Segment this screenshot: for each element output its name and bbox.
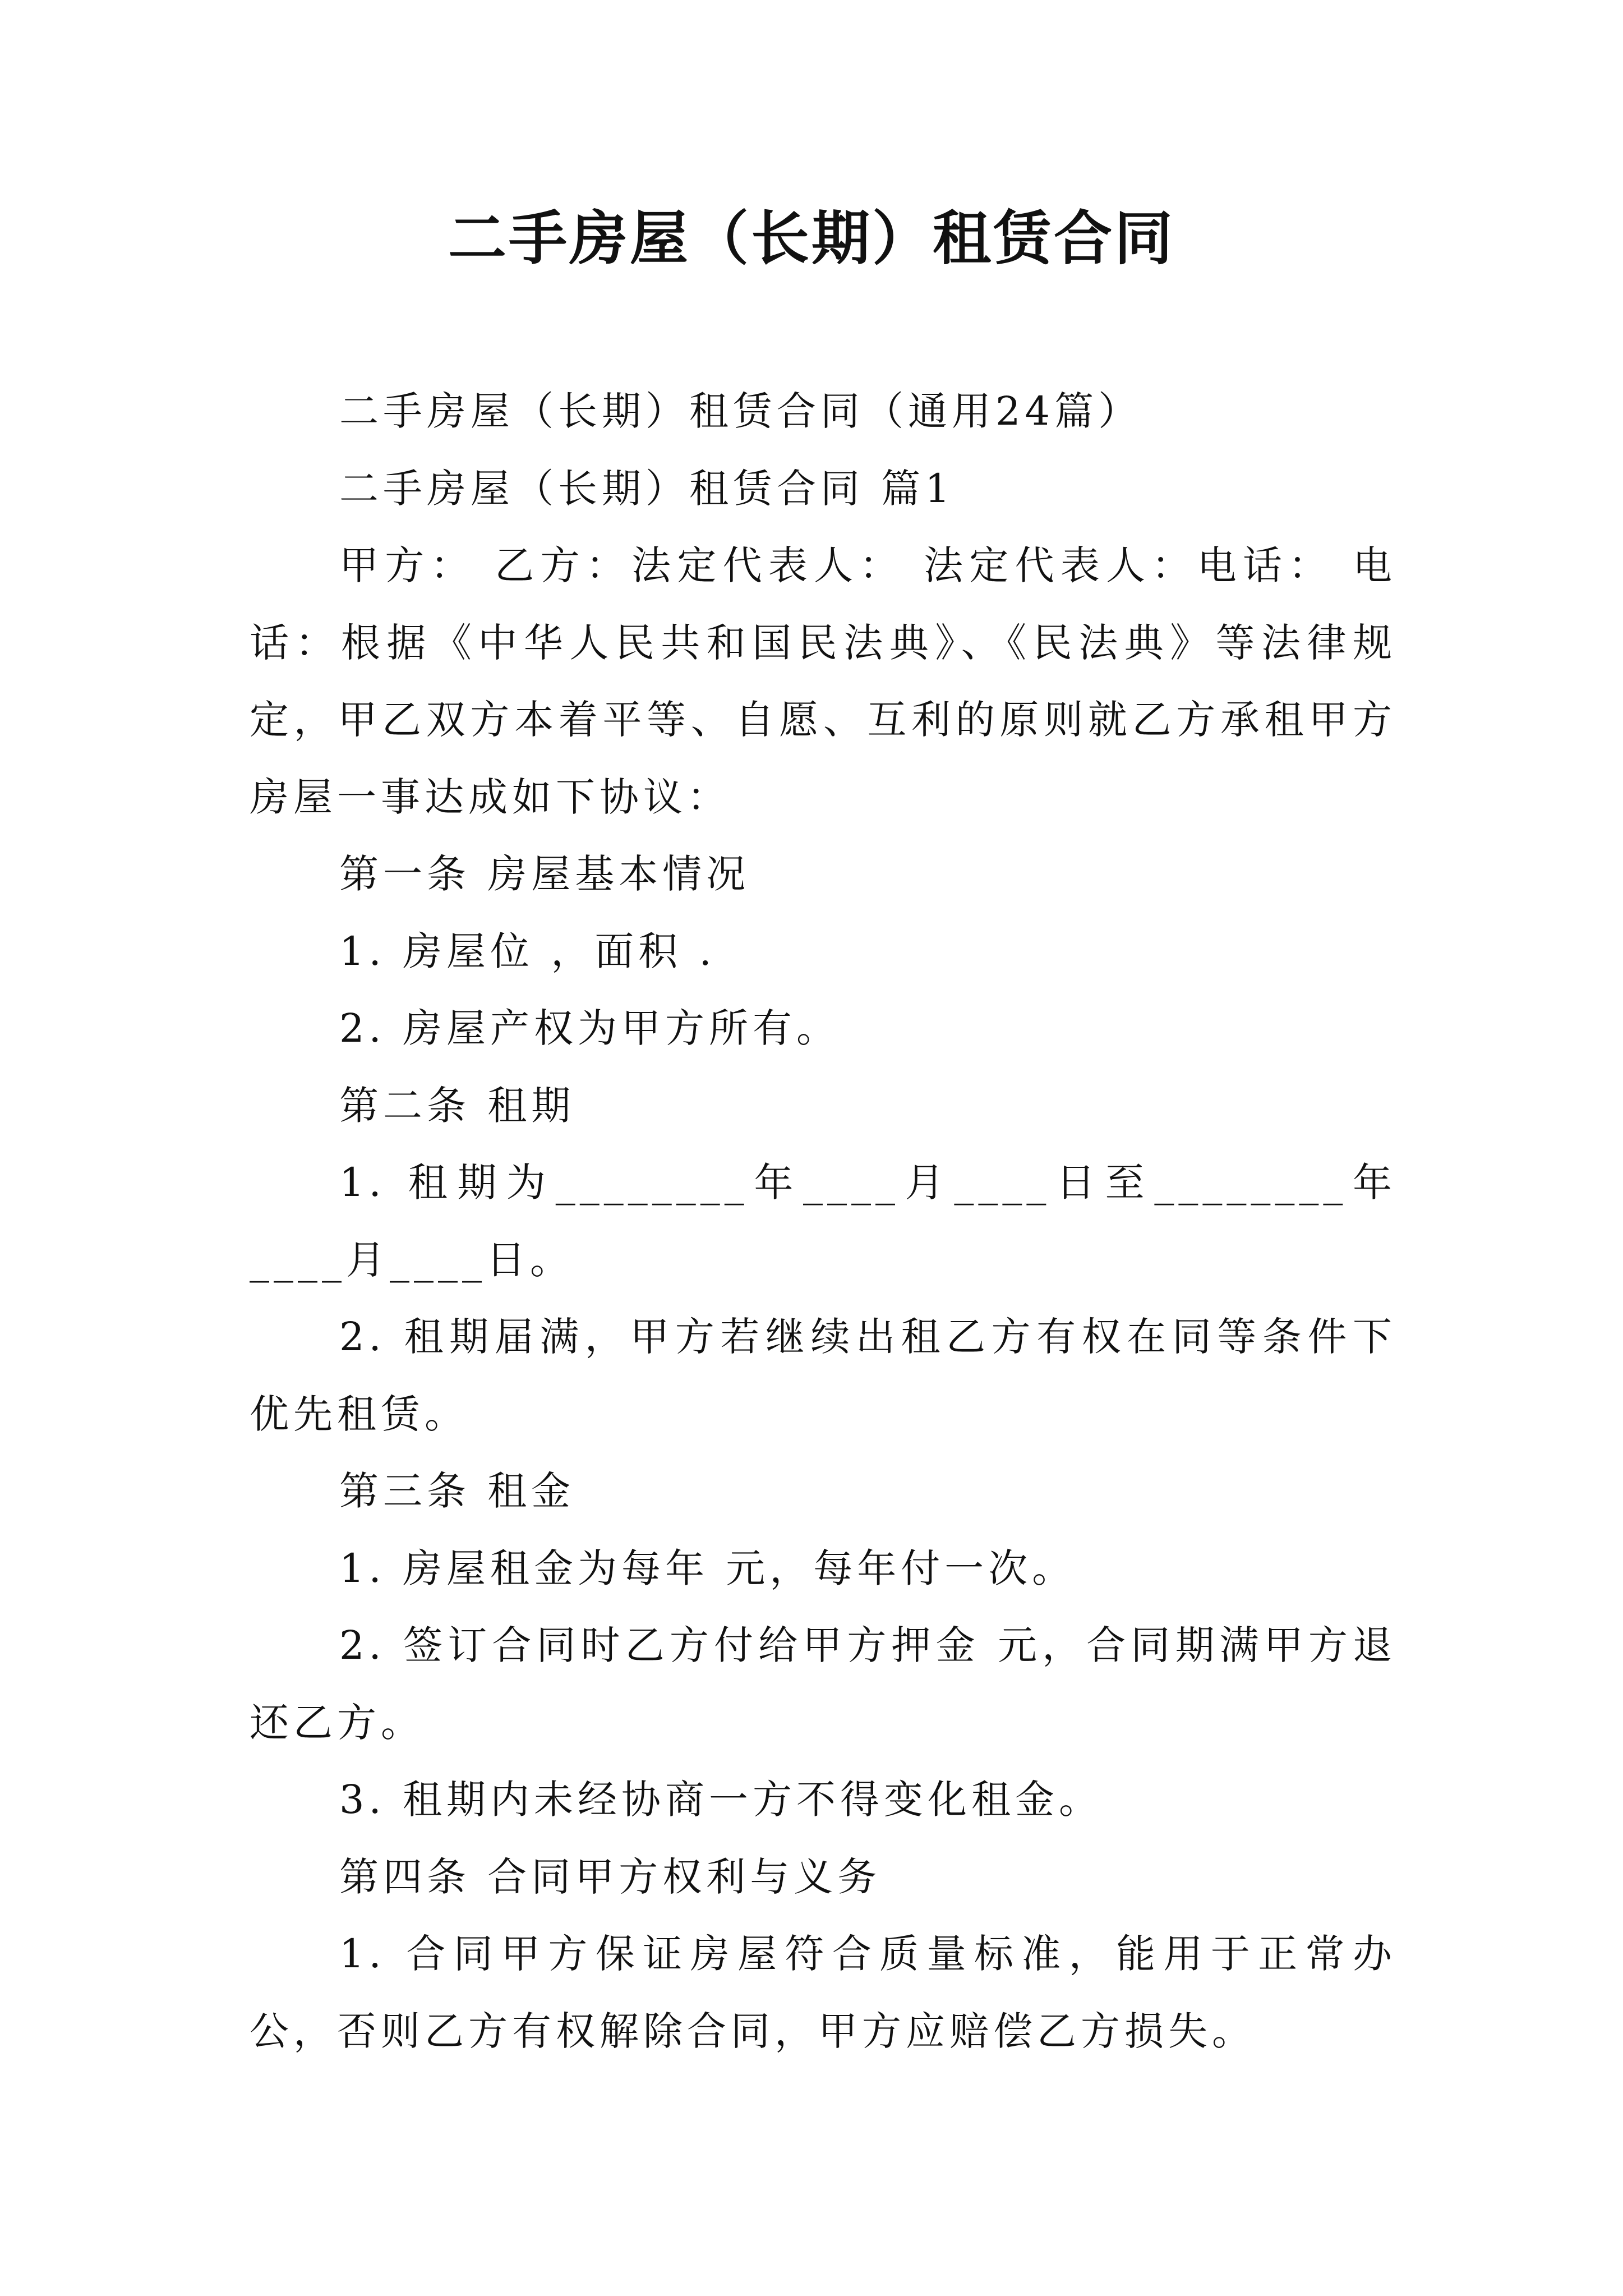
article-4-item-1: 1. 合同甲方保证房屋符合质量标准，能用于正常办公，否则乙方有权解除合同，甲方应赔偿乙方损失。 [250, 1931, 1396, 2054]
article-3-item-3: 3. 租期内未经协商一方不得变化租金。 [339, 1777, 1103, 1823]
paragraph-subtitle: 二手房屋（长期）租赁合同（通用24篇） [339, 388, 1142, 434]
document-body [250, 373, 1396, 2070]
document-title: 二手房屋（长期）租赁合同 [448, 204, 1175, 273]
article-4-heading: 第四条 合同甲方权利与义务 [339, 1853, 882, 1900]
paragraph-parties: 甲方： 乙方：法定代表人： 法定代表人：电话： 电话：根据《中华人民共和国民法典》、《民法典》等法律规定，甲乙双方本着平等、自愿、互利的原则就乙方承租甲方房屋一事达成如下协议： [250, 542, 1396, 820]
article-2-item-1: 1. 租期为________年____月____日至________年____月____日。 [250, 1159, 1396, 1283]
article-3-item-2: 2. 签订合同时乙方付给甲方押金 元，合同期满甲方退还乙方。 [250, 1622, 1396, 1746]
article-1-heading: 第一条 房屋基本情况 [339, 851, 750, 897]
article-1-item-2: 2. 房屋产权为甲方所有。 [339, 1005, 841, 1051]
article-2-heading: 第二条 租期 [339, 1082, 575, 1129]
article-2-item-2: 2. 租期届满，甲方若继续出租乙方有权在同等条件下优先租赁。 [250, 1314, 1396, 1437]
article-1-item-1: 1. 房屋位 ，面积 . [339, 928, 716, 974]
paragraph-section-heading: 二手房屋（长期）租赁合同 篇1 [339, 465, 955, 512]
article-3-heading: 第三条 租金 [339, 1468, 575, 1514]
article-3-item-1: 1. 房屋租金为每年 元，每年付一次。 [339, 1545, 1076, 1591]
